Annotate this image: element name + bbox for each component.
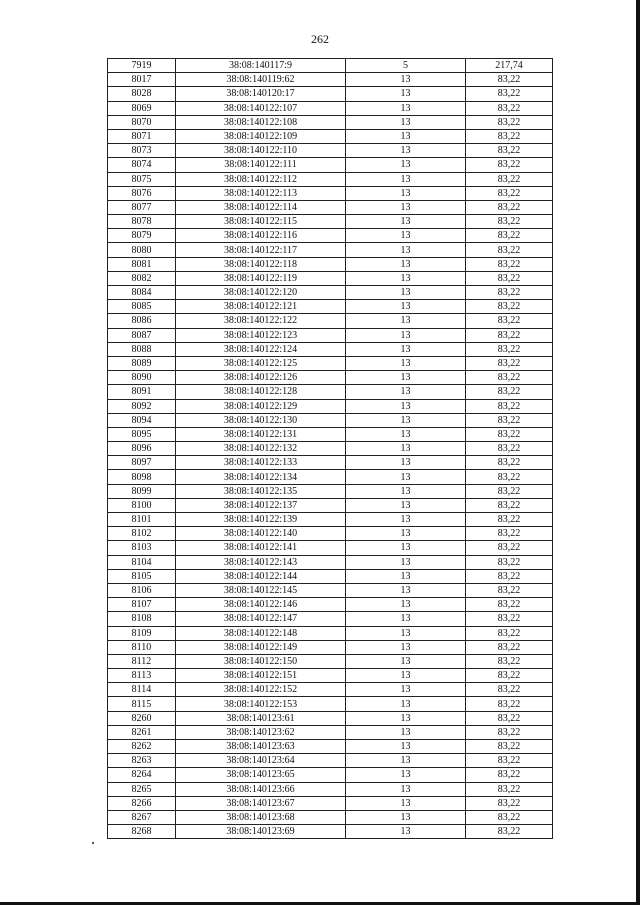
count-cell: 13 [346, 456, 466, 470]
count-cell: 13 [346, 697, 466, 711]
row-number-cell: 8069 [108, 101, 176, 115]
count-cell: 13 [346, 541, 466, 555]
value-cell: 83,22 [466, 385, 553, 399]
cadastral-number-cell: 38:08:140122:131 [176, 427, 346, 441]
cadastral-number-cell: 38:08:140122:147 [176, 612, 346, 626]
row-number-cell: 8090 [108, 371, 176, 385]
cadastral-number-cell: 38:08:140122:148 [176, 626, 346, 640]
value-cell: 83,22 [466, 271, 553, 285]
value-cell: 83,22 [466, 513, 553, 527]
row-number-cell: 8115 [108, 697, 176, 711]
row-number-cell: 8075 [108, 172, 176, 186]
count-cell: 13 [346, 669, 466, 683]
count-cell: 13 [346, 172, 466, 186]
row-number-cell: 8261 [108, 725, 176, 739]
value-cell: 83,22 [466, 754, 553, 768]
row-number-cell: 8076 [108, 186, 176, 200]
cadastral-number-cell: 38:08:140123:62 [176, 725, 346, 739]
table-row [108, 286, 553, 300]
scan-edge-right [636, 0, 640, 905]
count-cell: 13 [346, 711, 466, 725]
count-cell: 13 [346, 654, 466, 668]
table-row [108, 498, 553, 512]
cadastral-number-cell: 38:08:140122:144 [176, 569, 346, 583]
value-cell: 83,22 [466, 598, 553, 612]
count-cell: 13 [346, 215, 466, 229]
count-cell: 13 [346, 442, 466, 456]
row-number-cell: 8085 [108, 300, 176, 314]
count-cell: 13 [346, 371, 466, 385]
cadastral-number-cell: 38:08:140117:9 [176, 59, 346, 73]
table-row [108, 569, 553, 583]
cadastral-number-cell: 38:08:140122:114 [176, 200, 346, 214]
cadastral-number-cell: 38:08:140122:153 [176, 697, 346, 711]
cadastral-number-cell: 38:08:140122:110 [176, 144, 346, 158]
cadastral-number-cell: 38:08:140122:145 [176, 583, 346, 597]
cadastral-number-cell: 38:08:140122:116 [176, 229, 346, 243]
table-row [108, 782, 553, 796]
row-number-cell: 8105 [108, 569, 176, 583]
value-cell: 83,22 [466, 725, 553, 739]
row-number-cell: 8028 [108, 87, 176, 101]
cadastral-number-cell: 38:08:140122:130 [176, 413, 346, 427]
row-number-cell: 8071 [108, 129, 176, 143]
count-cell: 5 [346, 59, 466, 73]
row-number-cell: 8260 [108, 711, 176, 725]
count-cell: 13 [346, 740, 466, 754]
cadastral-number-cell: 38:08:140122:107 [176, 101, 346, 115]
cadastral-number-cell: 38:08:140122:118 [176, 257, 346, 271]
row-number-cell: 8106 [108, 583, 176, 597]
row-number-cell: 8098 [108, 470, 176, 484]
count-cell: 13 [346, 527, 466, 541]
row-number-cell: 8078 [108, 215, 176, 229]
row-number-cell: 8077 [108, 200, 176, 214]
value-cell: 83,22 [466, 612, 553, 626]
value-cell: 83,22 [466, 356, 553, 370]
count-cell: 13 [346, 626, 466, 640]
value-cell: 83,22 [466, 569, 553, 583]
table-row [108, 583, 553, 597]
table-row [108, 612, 553, 626]
value-cell: 83,22 [466, 243, 553, 257]
count-cell: 13 [346, 200, 466, 214]
value-cell: 83,22 [466, 711, 553, 725]
row-number-cell: 8082 [108, 271, 176, 285]
table-row [108, 172, 553, 186]
cadastral-number-cell: 38:08:140122:120 [176, 286, 346, 300]
row-number-cell: 8102 [108, 527, 176, 541]
table-row [108, 385, 553, 399]
value-cell: 83,22 [466, 626, 553, 640]
table-row [108, 229, 553, 243]
count-cell: 13 [346, 101, 466, 115]
cadastral-number-cell: 38:08:140119:62 [176, 73, 346, 87]
value-cell: 83,22 [466, 810, 553, 824]
count-cell: 13 [346, 243, 466, 257]
cadastral-number-cell: 38:08:140122:140 [176, 527, 346, 541]
table-row [108, 328, 553, 342]
table-row [108, 598, 553, 612]
cadastral-number-cell: 38:08:140122:121 [176, 300, 346, 314]
cadastral-number-cell: 38:08:140123:65 [176, 768, 346, 782]
cadastral-number-cell: 38:08:140123:68 [176, 810, 346, 824]
value-cell: 83,22 [466, 470, 553, 484]
cadastral-number-cell: 38:08:140123:66 [176, 782, 346, 796]
row-number-cell: 8268 [108, 825, 176, 839]
row-number-cell: 8108 [108, 612, 176, 626]
cadastral-number-cell: 38:08:140122:128 [176, 385, 346, 399]
row-number-cell: 8070 [108, 115, 176, 129]
count-cell: 13 [346, 314, 466, 328]
cadastral-number-cell: 38:08:140122:139 [176, 513, 346, 527]
cadastral-number-cell: 38:08:140122:125 [176, 356, 346, 370]
count-cell: 13 [346, 768, 466, 782]
value-cell: 83,22 [466, 172, 553, 186]
value-cell: 83,22 [466, 825, 553, 839]
value-cell: 83,22 [466, 654, 553, 668]
row-number-cell: 8086 [108, 314, 176, 328]
count-cell: 13 [346, 484, 466, 498]
count-cell: 13 [346, 513, 466, 527]
table-row [108, 101, 553, 115]
count-cell: 13 [346, 427, 466, 441]
value-cell: 83,22 [466, 371, 553, 385]
table-row [108, 683, 553, 697]
cadastral-number-cell: 38:08:140122:115 [176, 215, 346, 229]
table-row [108, 243, 553, 257]
table-row [108, 314, 553, 328]
value-cell: 83,22 [466, 427, 553, 441]
row-number-cell: 8081 [108, 257, 176, 271]
count-cell: 13 [346, 555, 466, 569]
table-row [108, 810, 553, 824]
value-cell: 83,22 [466, 498, 553, 512]
cadastral-number-cell: 38:08:140122:146 [176, 598, 346, 612]
cadastral-table [107, 58, 553, 839]
count-cell: 13 [346, 385, 466, 399]
count-cell: 13 [346, 271, 466, 285]
row-number-cell: 8088 [108, 342, 176, 356]
row-number-cell: 8100 [108, 498, 176, 512]
cadastral-number-cell: 38:08:140123:61 [176, 711, 346, 725]
count-cell: 13 [346, 342, 466, 356]
value-cell: 217,74 [466, 59, 553, 73]
cadastral-number-cell: 38:08:140122:109 [176, 129, 346, 143]
value-cell: 83,22 [466, 328, 553, 342]
cadastral-number-cell: 38:08:140122:129 [176, 399, 346, 413]
row-number-cell: 8109 [108, 626, 176, 640]
count-cell: 13 [346, 144, 466, 158]
value-cell: 83,22 [466, 257, 553, 271]
row-number-cell: 8267 [108, 810, 176, 824]
value-cell: 83,22 [466, 782, 553, 796]
cadastral-number-cell: 38:08:140122:149 [176, 640, 346, 654]
count-cell: 13 [346, 186, 466, 200]
table-row [108, 200, 553, 214]
cadastral-number-cell: 38:08:140122:137 [176, 498, 346, 512]
table-row [108, 740, 553, 754]
row-number-cell: 8265 [108, 782, 176, 796]
scan-speck [92, 842, 94, 844]
cadastral-number-cell: 38:08:140122:141 [176, 541, 346, 555]
value-cell: 83,22 [466, 229, 553, 243]
cadastral-number-cell: 38:08:140123:69 [176, 825, 346, 839]
table-row [108, 158, 553, 172]
table-row [108, 356, 553, 370]
row-number-cell: 8263 [108, 754, 176, 768]
value-cell: 83,22 [466, 640, 553, 654]
value-cell: 83,22 [466, 342, 553, 356]
count-cell: 13 [346, 825, 466, 839]
row-number-cell: 8113 [108, 669, 176, 683]
row-number-cell: 8264 [108, 768, 176, 782]
count-cell: 13 [346, 300, 466, 314]
row-number-cell: 8089 [108, 356, 176, 370]
table-row [108, 555, 553, 569]
value-cell: 83,22 [466, 456, 553, 470]
table-row [108, 484, 553, 498]
value-cell: 83,22 [466, 541, 553, 555]
row-number-cell: 8104 [108, 555, 176, 569]
cadastral-number-cell: 38:08:140122:152 [176, 683, 346, 697]
count-cell: 13 [346, 399, 466, 413]
row-number-cell: 8110 [108, 640, 176, 654]
count-cell: 13 [346, 115, 466, 129]
count-cell: 13 [346, 796, 466, 810]
table-row [108, 371, 553, 385]
count-cell: 13 [346, 583, 466, 597]
row-number-cell: 8266 [108, 796, 176, 810]
count-cell: 13 [346, 470, 466, 484]
row-number-cell: 8092 [108, 399, 176, 413]
value-cell: 83,22 [466, 527, 553, 541]
value-cell: 83,22 [466, 314, 553, 328]
count-cell: 13 [346, 73, 466, 87]
table-row [108, 626, 553, 640]
table-row [108, 669, 553, 683]
table-row [108, 399, 553, 413]
value-cell: 83,22 [466, 583, 553, 597]
count-cell: 13 [346, 612, 466, 626]
cadastral-number-cell: 38:08:140122:113 [176, 186, 346, 200]
table-row [108, 87, 553, 101]
count-cell: 13 [346, 498, 466, 512]
row-number-cell: 8080 [108, 243, 176, 257]
table-row [108, 654, 553, 668]
value-cell: 83,22 [466, 144, 553, 158]
cadastral-number-cell: 38:08:140122:132 [176, 442, 346, 456]
row-number-cell: 8262 [108, 740, 176, 754]
table-row [108, 541, 553, 555]
cadastral-number-cell: 38:08:140122:143 [176, 555, 346, 569]
table-row [108, 754, 553, 768]
cadastral-number-cell: 38:08:140122:151 [176, 669, 346, 683]
cadastral-number-cell: 38:08:140122:108 [176, 115, 346, 129]
table-row [108, 186, 553, 200]
row-number-cell: 7919 [108, 59, 176, 73]
count-cell: 13 [346, 782, 466, 796]
row-number-cell: 8095 [108, 427, 176, 441]
table-row [108, 144, 553, 158]
count-cell: 13 [346, 640, 466, 654]
row-number-cell: 8091 [108, 385, 176, 399]
value-cell: 83,22 [466, 101, 553, 115]
value-cell: 83,22 [466, 129, 553, 143]
value-cell: 83,22 [466, 115, 553, 129]
cadastral-table-container [107, 58, 552, 839]
row-number-cell: 8073 [108, 144, 176, 158]
table-row [108, 768, 553, 782]
table-row [108, 215, 553, 229]
value-cell: 83,22 [466, 186, 553, 200]
value-cell: 83,22 [466, 158, 553, 172]
count-cell: 13 [346, 754, 466, 768]
row-number-cell: 8107 [108, 598, 176, 612]
cadastral-number-cell: 38:08:140122:124 [176, 342, 346, 356]
row-number-cell: 8084 [108, 286, 176, 300]
cadastral-number-cell: 38:08:140120:17 [176, 87, 346, 101]
cadastral-number-cell: 38:08:140122:122 [176, 314, 346, 328]
row-number-cell: 8114 [108, 683, 176, 697]
count-cell: 13 [346, 158, 466, 172]
cadastral-number-cell: 38:08:140123:63 [176, 740, 346, 754]
count-cell: 13 [346, 598, 466, 612]
row-number-cell: 8079 [108, 229, 176, 243]
table-row [108, 711, 553, 725]
table-row [108, 442, 553, 456]
value-cell: 83,22 [466, 697, 553, 711]
table-row [108, 73, 553, 87]
table-row [108, 796, 553, 810]
count-cell: 13 [346, 286, 466, 300]
cadastral-number-cell: 38:08:140122:150 [176, 654, 346, 668]
table-row [108, 427, 553, 441]
count-cell: 13 [346, 129, 466, 143]
table-row [108, 456, 553, 470]
page-number: 262 [311, 32, 329, 46]
row-number-cell: 8097 [108, 456, 176, 470]
value-cell: 83,22 [466, 73, 553, 87]
value-cell: 83,22 [466, 669, 553, 683]
value-cell: 83,22 [466, 555, 553, 569]
table-row [108, 697, 553, 711]
count-cell: 13 [346, 810, 466, 824]
value-cell: 83,22 [466, 413, 553, 427]
count-cell: 13 [346, 569, 466, 583]
cadastral-number-cell: 38:08:140122:111 [176, 158, 346, 172]
cadastral-number-cell: 38:08:140122:119 [176, 271, 346, 285]
cadastral-number-cell: 38:08:140122:134 [176, 470, 346, 484]
table-body [108, 59, 553, 839]
row-number-cell: 8074 [108, 158, 176, 172]
count-cell: 13 [346, 356, 466, 370]
cadastral-number-cell: 38:08:140123:64 [176, 754, 346, 768]
value-cell: 83,22 [466, 286, 553, 300]
table-row [108, 115, 553, 129]
value-cell: 83,22 [466, 442, 553, 456]
cadastral-number-cell: 38:08:140122:123 [176, 328, 346, 342]
table-row [108, 413, 553, 427]
count-cell: 13 [346, 725, 466, 739]
table-row [108, 342, 553, 356]
value-cell: 83,22 [466, 484, 553, 498]
row-number-cell: 8087 [108, 328, 176, 342]
value-cell: 83,22 [466, 200, 553, 214]
count-cell: 13 [346, 87, 466, 101]
table-row [108, 825, 553, 839]
table-row [108, 129, 553, 143]
cadastral-number-cell: 38:08:140122:117 [176, 243, 346, 257]
cadastral-number-cell: 38:08:140122:126 [176, 371, 346, 385]
value-cell: 83,22 [466, 87, 553, 101]
table-row [108, 271, 553, 285]
table-row [108, 725, 553, 739]
row-number-cell: 8096 [108, 442, 176, 456]
table-row [108, 527, 553, 541]
value-cell: 83,22 [466, 215, 553, 229]
count-cell: 13 [346, 413, 466, 427]
cadastral-number-cell: 38:08:140122:112 [176, 172, 346, 186]
row-number-cell: 8103 [108, 541, 176, 555]
value-cell: 83,22 [466, 796, 553, 810]
count-cell: 13 [346, 328, 466, 342]
cadastral-number-cell: 38:08:140122:133 [176, 456, 346, 470]
row-number-cell: 8112 [108, 654, 176, 668]
value-cell: 83,22 [466, 300, 553, 314]
row-number-cell: 8017 [108, 73, 176, 87]
row-number-cell: 8099 [108, 484, 176, 498]
cadastral-number-cell: 38:08:140122:135 [176, 484, 346, 498]
table-row [108, 513, 553, 527]
row-number-cell: 8094 [108, 413, 176, 427]
table-row [108, 257, 553, 271]
count-cell: 13 [346, 257, 466, 271]
value-cell: 83,22 [466, 768, 553, 782]
table-row [108, 470, 553, 484]
count-cell: 13 [346, 229, 466, 243]
table-row [108, 59, 553, 73]
value-cell: 83,22 [466, 683, 553, 697]
value-cell: 83,22 [466, 399, 553, 413]
value-cell: 83,22 [466, 740, 553, 754]
count-cell: 13 [346, 683, 466, 697]
table-row [108, 300, 553, 314]
table-row [108, 640, 553, 654]
row-number-cell: 8101 [108, 513, 176, 527]
cadastral-number-cell: 38:08:140123:67 [176, 796, 346, 810]
